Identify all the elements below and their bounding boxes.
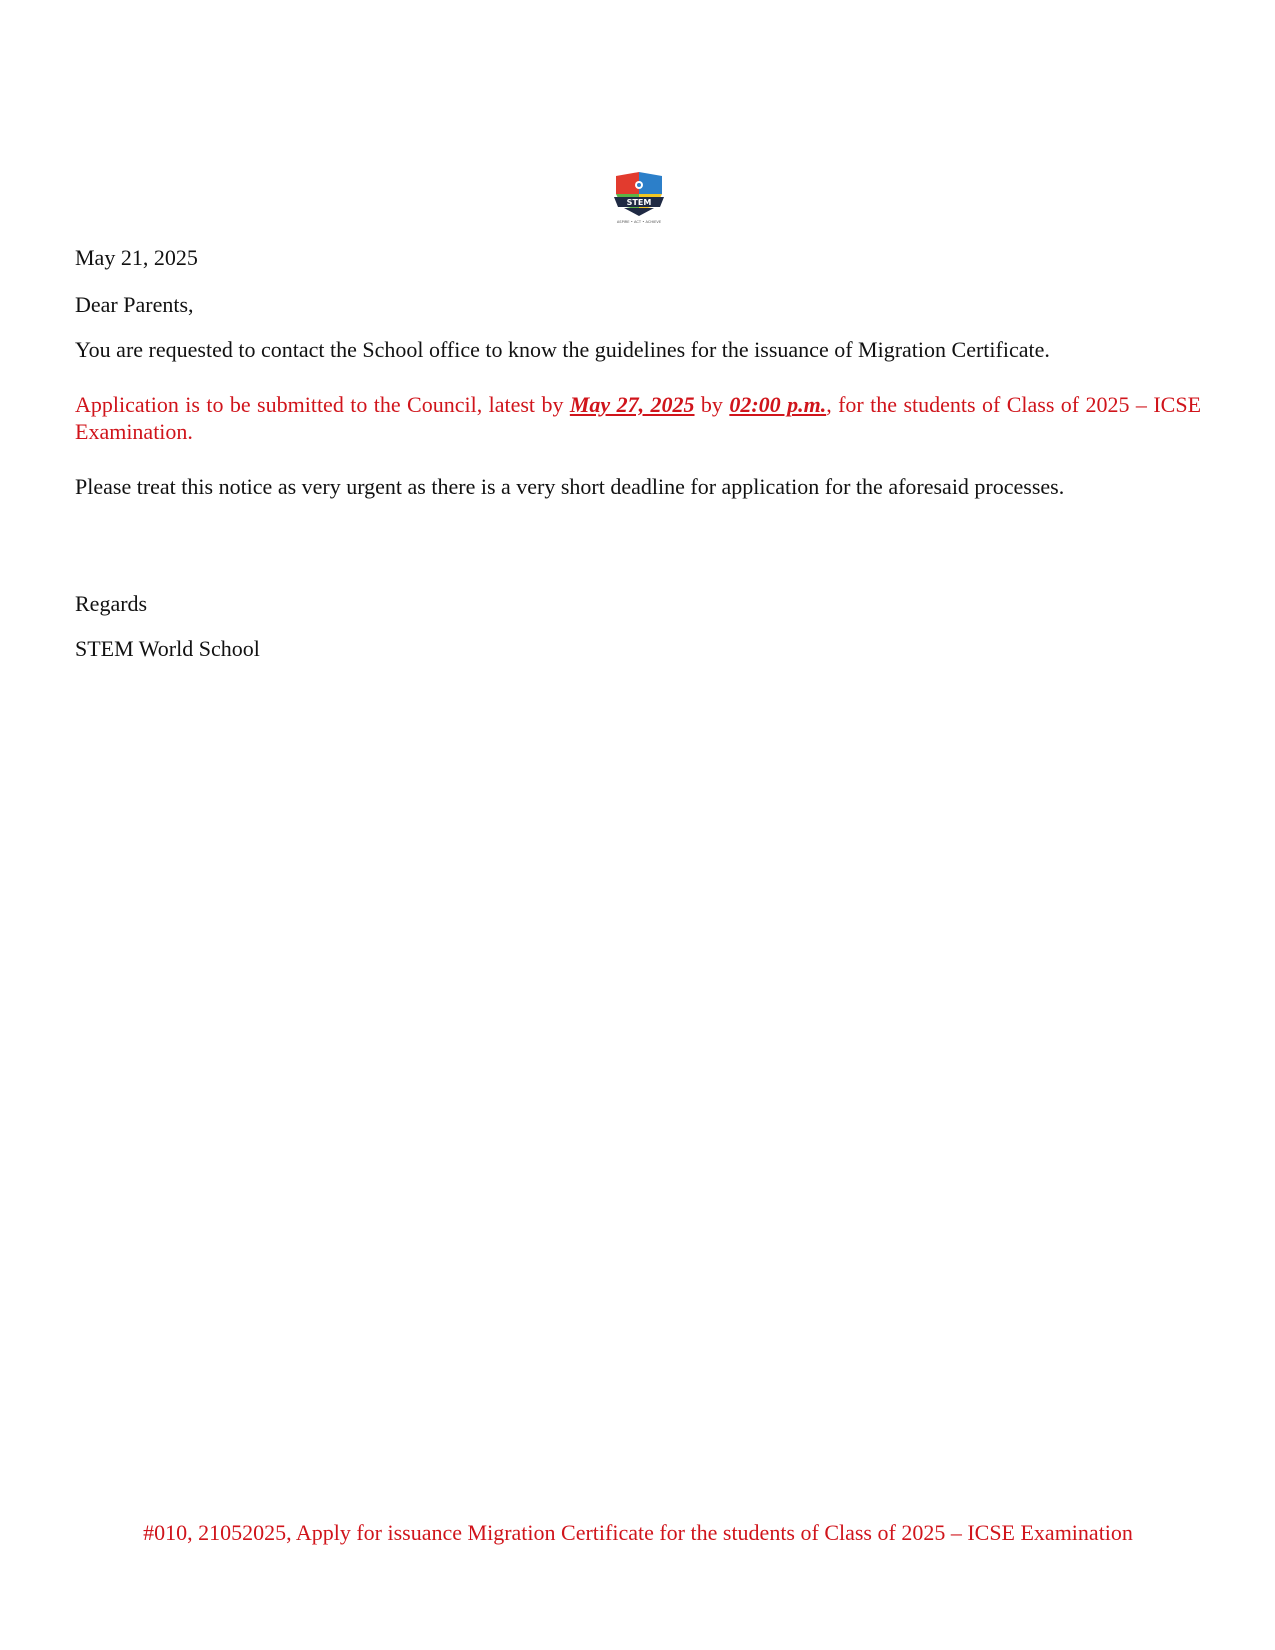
logo-text: STEM (626, 198, 652, 207)
stem-school-crest-icon (612, 170, 666, 228)
letter-body (75, 244, 1201, 662)
school-logo (612, 170, 666, 228)
signature: STEM World School (75, 636, 260, 661)
deadline-intro: Application is to be submitted to the Council, latest by (75, 392, 570, 417)
paragraph-deadline (75, 391, 1201, 445)
footer-reference: #010, 21052025, Apply for issuance Migration Certificate for the students of Class of 2025 – ICSE Examination (143, 1520, 1133, 1545)
deadline-time: 02:00 p.m. (729, 392, 827, 417)
letter-date: May 21, 2025 (75, 245, 198, 270)
deadline-by: by (694, 392, 730, 417)
deadline-tail: , for the students of Class of 2025 – ICSE Examination. (75, 392, 1202, 444)
paragraph-contact-office: You are requested to contact the School office to know the guidelines for the issuance of Migration Certificate. (75, 337, 1050, 362)
deadline-date: May 27, 2025 (569, 392, 695, 417)
salutation: Dear Parents, (75, 292, 194, 317)
closing: Regards (75, 591, 148, 616)
logo-motto: ASPIRE • ACT • ACHIEVE (616, 220, 662, 224)
paragraph-urgent: Please treat this notice as very urgent as there is a very short deadline for application for the aforesaid processes. (75, 474, 1065, 499)
